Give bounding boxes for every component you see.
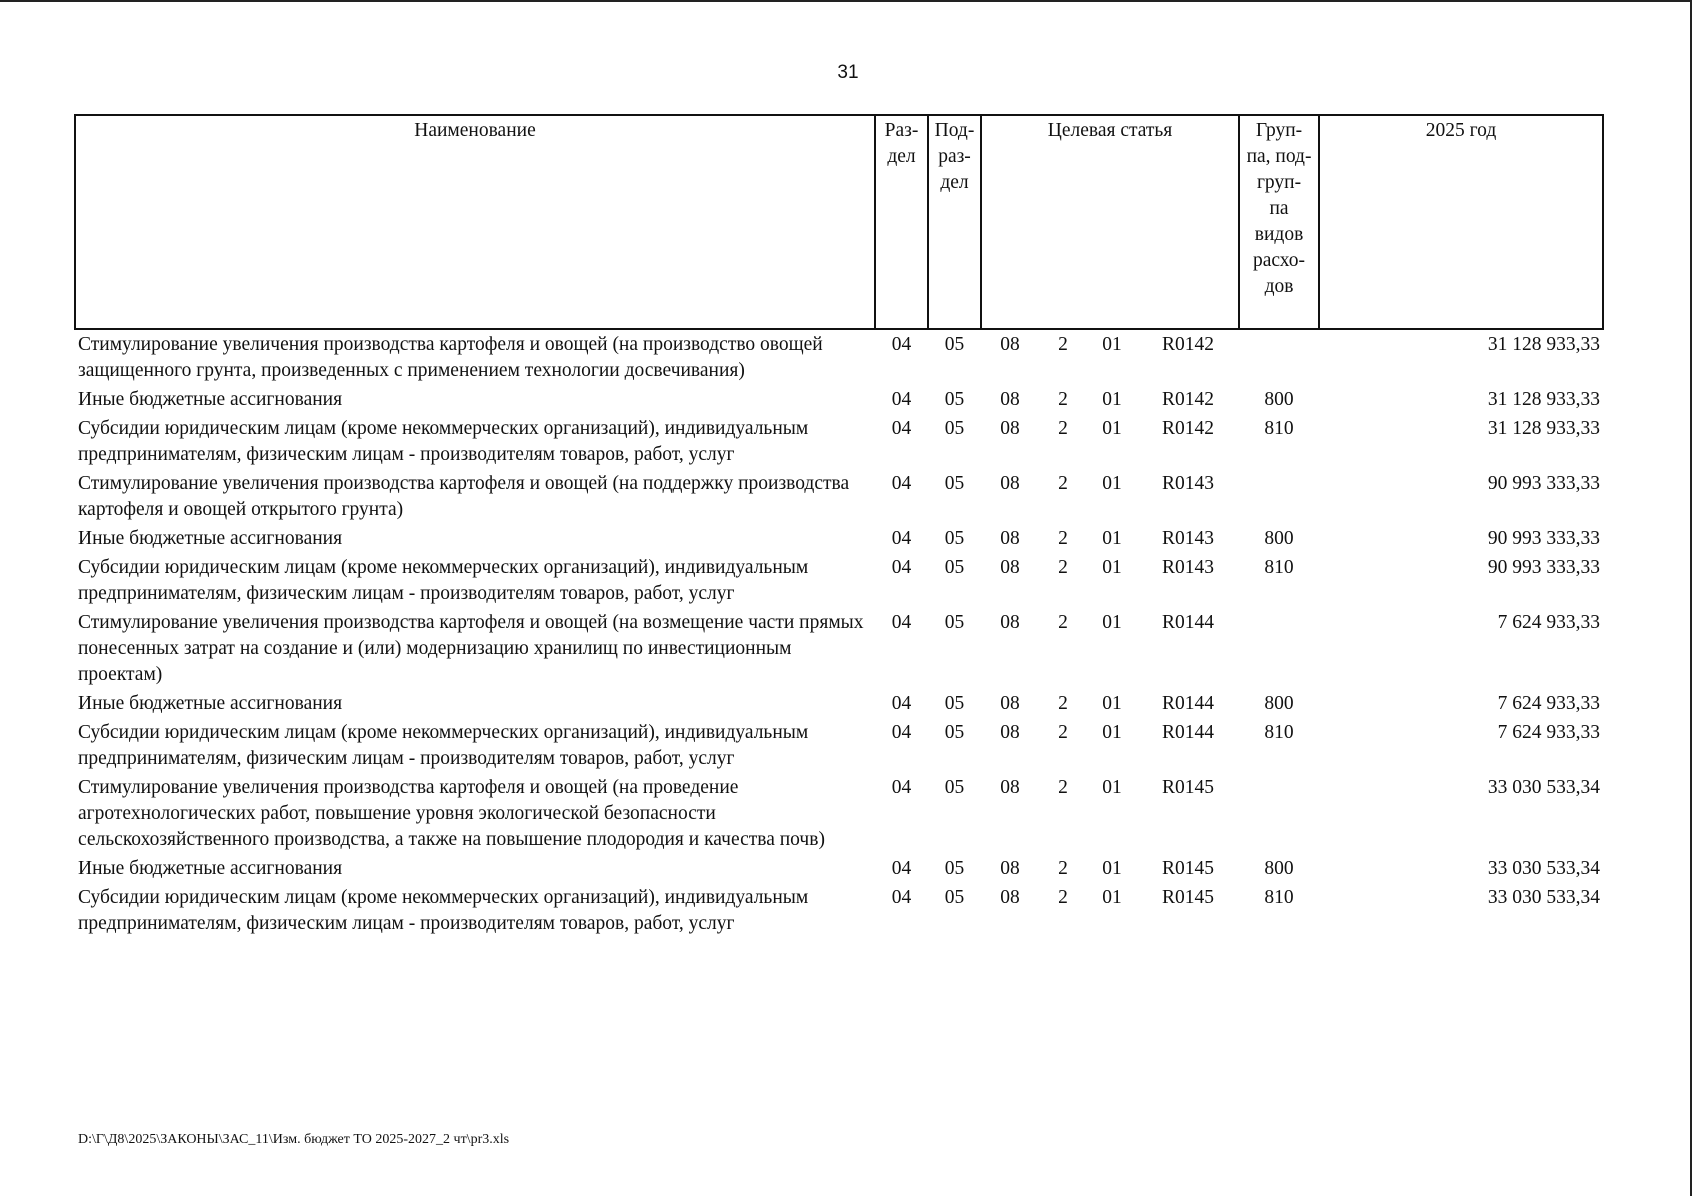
row-subprogram: 2 [1058,528,1068,549]
row-sum: 7 624 933,33 [1497,612,1601,633]
row-name: Иные бюджетные ассигнования [78,528,343,549]
row-expense-group: 810 [1264,557,1294,578]
row-subprogram: 2 [1058,418,1068,439]
row-razdel: 04 [891,528,912,549]
table-row [75,414,1603,469]
row-direction: R0142 [1162,334,1215,355]
row-program: 08 [1000,858,1020,879]
row-name: Стимулирование увеличения производства картофеля и овощей (на производство овощей защищенного грунта, произведенных с применением технологии досвечивания) [78,334,823,381]
row-direction: R0145 [1162,858,1215,879]
row-event: 01 [1102,557,1122,578]
row-event: 01 [1102,722,1122,743]
header-expense-group-label: Груп- па, под- груп- па видов расхо- дов [1246,120,1312,297]
row-name: Субсидии юридическим лицам (кроме некоммерческих организаций), индивидуальным предпринимателям, физическим лицам - производителям товаров, работ, услуг [78,418,809,465]
row-direction: R0142 [1162,418,1215,439]
row-razdel: 04 [891,722,912,743]
row-podrazdel: 05 [944,334,965,355]
row-sum: 7 624 933,33 [1497,722,1601,743]
row-podrazdel: 05 [944,473,965,494]
row-event: 01 [1102,389,1122,410]
row-event: 01 [1102,777,1122,798]
header-razdel [875,115,928,329]
row-podrazdel: 05 [944,389,965,410]
row-subprogram: 2 [1058,858,1068,879]
page-number: 31 [837,62,859,83]
row-subprogram: 2 [1058,777,1068,798]
row-name: Стимулирование увеличения производства картофеля и овощей (на поддержку производства картофеля и овощей открытого грунта) [78,473,850,520]
row-direction: R0143 [1162,528,1215,549]
table-row [75,883,1603,938]
table-row [75,773,1603,854]
row-subprogram: 2 [1058,557,1068,578]
row-subprogram: 2 [1058,612,1068,633]
row-sum: 31 128 933,33 [1487,334,1601,355]
row-subprogram: 2 [1058,722,1068,743]
row-direction: R0144 [1162,722,1215,743]
row-event: 01 [1102,334,1122,355]
row-podrazdel: 05 [944,557,965,578]
row-program: 08 [1000,557,1020,578]
row-sum: 31 128 933,33 [1487,389,1601,410]
row-name: Иные бюджетные ассигнования [78,858,343,879]
row-event: 01 [1102,858,1122,879]
row-razdel: 04 [891,858,912,879]
row-expense-group: 800 [1264,528,1294,549]
row-subprogram: 2 [1058,887,1068,908]
table-row [75,469,1603,524]
row-subprogram: 2 [1058,334,1068,355]
row-expense-group: 800 [1264,693,1294,714]
row-expense-group: 810 [1264,418,1294,439]
table-row [75,689,1603,718]
row-sum: 7 624 933,33 [1497,693,1601,714]
row-razdel: 04 [891,389,912,410]
table-row [75,524,1603,553]
budget-table [74,114,1604,938]
row-sum: 33 030 533,34 [1487,887,1601,908]
row-direction: R0144 [1162,693,1215,714]
row-subprogram: 2 [1058,693,1068,714]
row-name: Иные бюджетные ассигнования [78,389,343,410]
row-program: 08 [1000,418,1020,439]
row-subprogram: 2 [1058,389,1068,410]
row-podrazdel: 05 [944,858,965,879]
row-podrazdel: 05 [944,777,965,798]
row-event: 01 [1102,473,1122,494]
header-target-article [981,115,1239,329]
table-row [75,553,1603,608]
row-razdel: 04 [891,557,912,578]
row-program: 08 [1000,887,1020,908]
row-razdel: 04 [891,418,912,439]
row-razdel: 04 [891,693,912,714]
row-podrazdel: 05 [944,887,965,908]
row-expense-group [1239,773,1319,854]
row-expense-group: 800 [1264,858,1294,879]
row-direction: R0144 [1162,612,1215,633]
table-header-row [75,115,1603,329]
row-razdel: 04 [891,777,912,798]
header-year-label: 2025 год [1425,120,1497,141]
row-direction: R0145 [1162,887,1215,908]
row-name: Иные бюджетные ассигнования [78,693,343,714]
header-target-article-label: Целевая статья [1047,120,1173,141]
row-event: 01 [1102,528,1122,549]
row-name: Стимулирование увеличения производства картофеля и овощей (на возмещение части прямых понесенных затрат на создание и (или) модернизацию хранилищ по инвестиционным проектам) [78,612,864,685]
row-program: 08 [1000,473,1020,494]
row-sum: 31 128 933,33 [1487,418,1601,439]
row-program: 08 [1000,612,1020,633]
row-program: 08 [1000,389,1020,410]
row-direction: R0145 [1162,777,1215,798]
header-razdel-label: Раз- дел [884,120,919,167]
table-row [75,718,1603,773]
row-direction: R0142 [1162,389,1215,410]
row-sum: 90 993 333,33 [1487,528,1601,549]
row-sum: 90 993 333,33 [1487,557,1601,578]
row-name: Стимулирование увеличения производства картофеля и овощей (на проведение агротехнологических работ, повышение уровня экологической безопасности сельскохозяйственного производства, а также на повышение плодородия и качества почв) [78,777,825,850]
row-program: 08 [1000,777,1020,798]
row-direction: R0143 [1162,557,1215,578]
row-name: Субсидии юридическим лицам (кроме некоммерческих организаций), индивидуальным предпринимателям, физическим лицам - производителям товаров, работ, услуг [78,887,809,934]
header-podrazdel-label: Под- раз- дел [934,120,975,193]
table-row [75,329,1603,385]
row-podrazdel: 05 [944,612,965,633]
file-path-footer: D:\Г\Д8\2025\ЗАКОНЫ\ЗАС_11\Изм. бюджет ТО 2025-2027_2 чт\pr3.xls [78,1132,510,1147]
row-podrazdel: 05 [944,722,965,743]
row-event: 01 [1102,887,1122,908]
row-expense-group: 810 [1264,722,1294,743]
row-name: Субсидии юридическим лицам (кроме некоммерческих организаций), индивидуальным предпринимателям, физическим лицам - производителям товаров, работ, услуг [78,722,809,769]
header-name [75,115,875,329]
table-row [75,854,1603,883]
row-expense-group: 810 [1264,887,1294,908]
row-name: Субсидии юридическим лицам (кроме некоммерческих организаций), индивидуальным предпринимателям, физическим лицам - производителям товаров, работ, услуг [78,557,809,604]
row-razdel: 04 [891,473,912,494]
row-program: 08 [1000,693,1020,714]
row-program: 08 [1000,722,1020,743]
row-direction: R0143 [1162,473,1215,494]
row-podrazdel: 05 [944,693,965,714]
row-expense-group [1239,469,1319,524]
table-row [75,608,1603,689]
row-razdel: 04 [891,612,912,633]
header-podrazdel [928,115,981,329]
row-event: 01 [1102,612,1122,633]
row-podrazdel: 05 [944,418,965,439]
header-year [1319,115,1603,329]
row-event: 01 [1102,693,1122,714]
row-event: 01 [1102,418,1122,439]
header-name-label: Наименование [414,120,536,141]
row-razdel: 04 [891,334,912,355]
row-expense-group [1239,608,1319,689]
row-razdel: 04 [891,887,912,908]
row-expense-group [1239,329,1319,385]
row-sum: 90 993 333,33 [1487,473,1601,494]
row-expense-group: 800 [1264,389,1294,410]
table-row [75,385,1603,414]
row-sum: 33 030 533,34 [1487,777,1601,798]
row-program: 08 [1000,528,1020,549]
row-program: 08 [1000,334,1020,355]
row-podrazdel: 05 [944,528,965,549]
header-expense-group [1239,115,1319,329]
row-subprogram: 2 [1058,473,1068,494]
row-sum: 33 030 533,34 [1487,858,1601,879]
